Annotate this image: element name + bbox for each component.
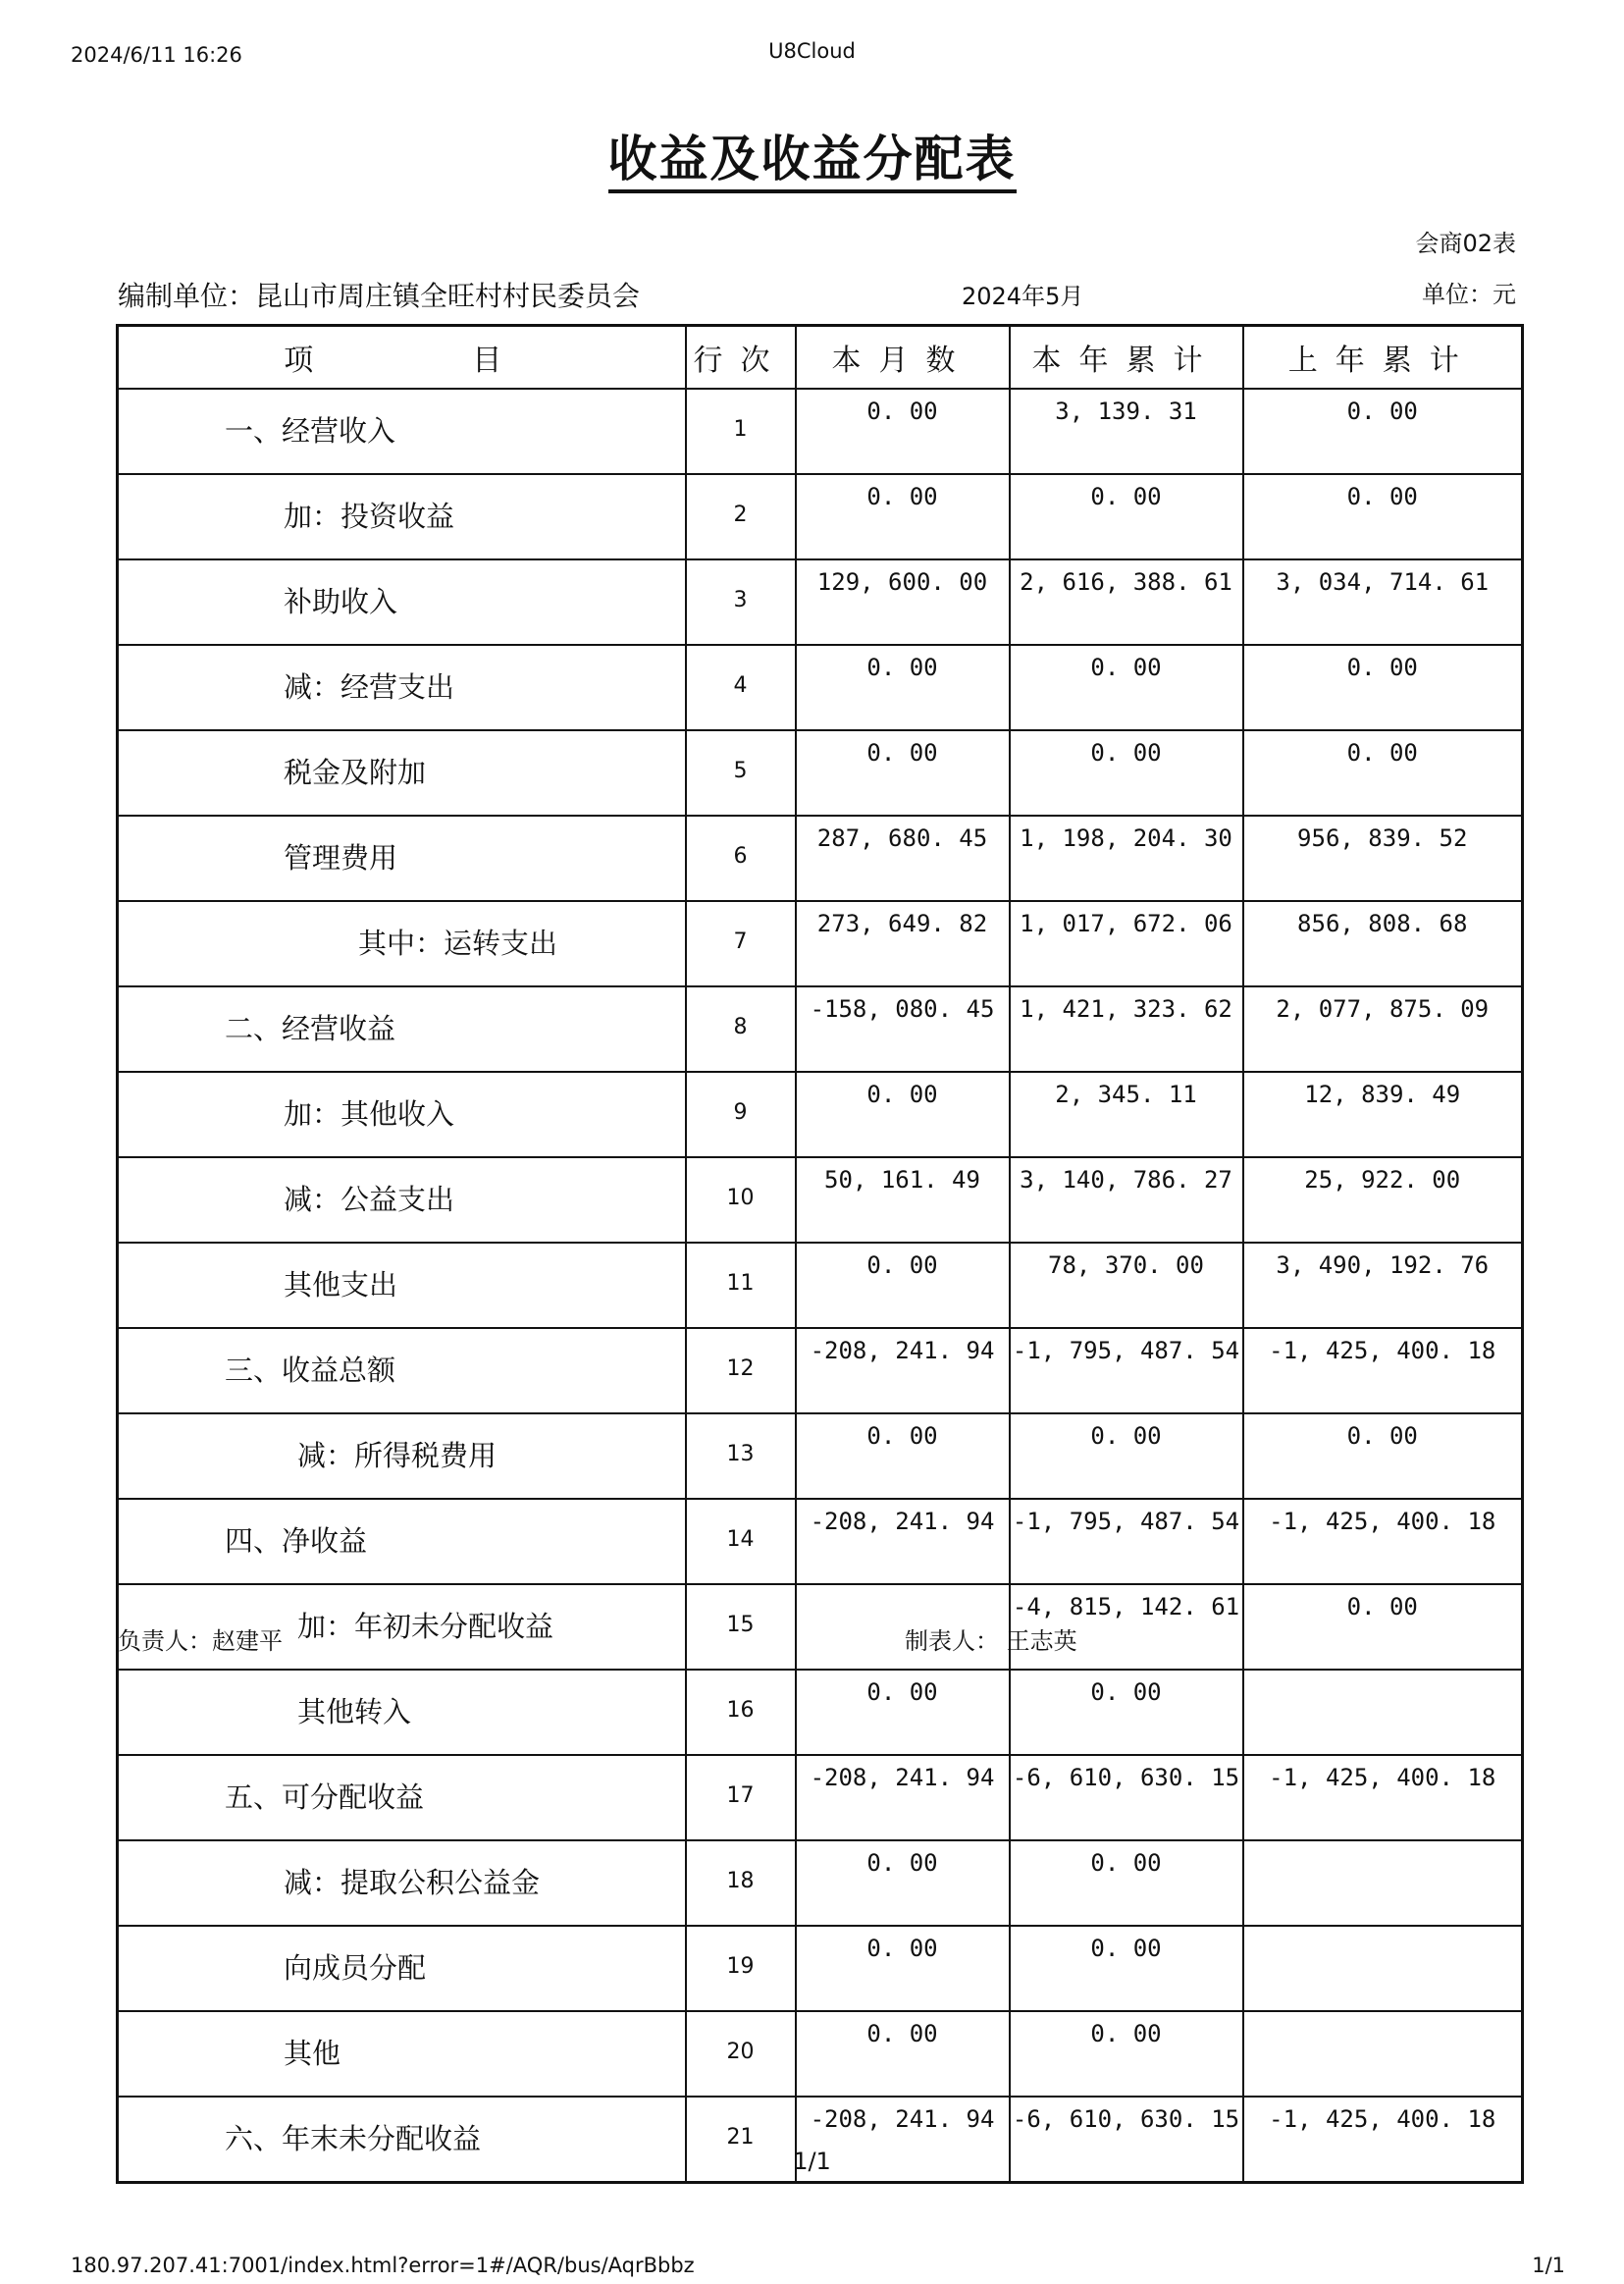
row-prior-year-amount: 0. 00 bbox=[1243, 1584, 1523, 1670]
row-ytd-amount: 1, 017, 672. 06 bbox=[1010, 901, 1243, 986]
row-item-label: 一、经营收入 bbox=[118, 389, 686, 474]
row-month-amount: 0. 00 bbox=[796, 389, 1010, 474]
row-item-label: 四、净收益 bbox=[118, 1499, 686, 1584]
row-line-number: 8 bbox=[686, 986, 796, 1072]
table-header-row bbox=[118, 326, 1523, 390]
row-month-amount: 0. 00 bbox=[796, 1072, 1010, 1157]
row-line-number: 9 bbox=[686, 1072, 796, 1157]
row-item-label: 减：提取公积公益金 bbox=[118, 1840, 686, 1926]
row-prior-year-amount: -1, 425, 400. 18 bbox=[1243, 2097, 1523, 2183]
row-month-amount: 0. 00 bbox=[796, 1840, 1010, 1926]
row-month-amount: 0. 00 bbox=[796, 1413, 1010, 1499]
row-prior-year-amount: 2, 077, 875. 09 bbox=[1243, 986, 1523, 1072]
page-count: 1/1 bbox=[1532, 2254, 1565, 2277]
row-prior-year-amount bbox=[1243, 1670, 1523, 1755]
row-prior-year-amount: -1, 425, 400. 18 bbox=[1243, 1755, 1523, 1840]
row-line-number: 5 bbox=[686, 730, 796, 816]
row-ytd-amount: 78, 370. 00 bbox=[1010, 1243, 1243, 1328]
row-line-number: 3 bbox=[686, 559, 796, 645]
row-prior-year-amount bbox=[1243, 1926, 1523, 2011]
row-prior-year-amount: 25, 922. 00 bbox=[1243, 1157, 1523, 1243]
row-month-amount: 129, 600. 00 bbox=[796, 559, 1010, 645]
row-month-amount: 0. 00 bbox=[796, 645, 1010, 730]
row-ytd-amount: 0. 00 bbox=[1010, 645, 1243, 730]
table-row bbox=[118, 645, 1523, 730]
row-line-number: 21 bbox=[686, 2097, 796, 2183]
row-line-number: 16 bbox=[686, 1670, 796, 1755]
column-header-item: 项 目 bbox=[118, 326, 686, 390]
row-month-amount: -208, 241. 94 bbox=[796, 2097, 1010, 2183]
row-ytd-amount: 0. 00 bbox=[1010, 474, 1243, 559]
table-row bbox=[118, 1670, 1523, 1755]
row-prior-year-amount: -1, 425, 400. 18 bbox=[1243, 1328, 1523, 1413]
column-header-ytd: 本年累计 bbox=[1010, 326, 1243, 390]
table-row bbox=[118, 901, 1523, 986]
row-ytd-amount: 1, 198, 204. 30 bbox=[1010, 816, 1243, 901]
row-line-number: 7 bbox=[686, 901, 796, 986]
row-month-amount: 50, 161. 49 bbox=[796, 1157, 1010, 1243]
row-line-number: 17 bbox=[686, 1755, 796, 1840]
row-item-label: 减：所得税费用 bbox=[118, 1413, 686, 1499]
row-month-amount: 0. 00 bbox=[796, 1243, 1010, 1328]
row-ytd-amount: 0. 00 bbox=[1010, 1926, 1243, 2011]
row-item-label: 税金及附加 bbox=[118, 730, 686, 816]
row-item-label: 五、可分配收益 bbox=[118, 1755, 686, 1840]
document-title bbox=[0, 120, 1624, 190]
row-month-amount: 0. 00 bbox=[796, 1926, 1010, 2011]
table-row bbox=[118, 559, 1523, 645]
row-item-label: 其他转入 bbox=[118, 1670, 686, 1755]
row-line-number: 12 bbox=[686, 1328, 796, 1413]
row-item-label: 加：其他收入 bbox=[118, 1072, 686, 1157]
app-name: U8Cloud bbox=[768, 39, 856, 63]
row-line-number: 14 bbox=[686, 1499, 796, 1584]
row-line-number: 4 bbox=[686, 645, 796, 730]
row-line-number: 6 bbox=[686, 816, 796, 901]
row-month-amount: 287, 680. 45 bbox=[796, 816, 1010, 901]
row-ytd-amount: -1, 795, 487. 54 bbox=[1010, 1499, 1243, 1584]
table-row bbox=[118, 2011, 1523, 2097]
row-line-number: 11 bbox=[686, 1243, 796, 1328]
row-month-amount: 0. 00 bbox=[796, 474, 1010, 559]
document-title-text: 收益及收益分配表 bbox=[608, 131, 1017, 193]
column-header-month: 本月数 bbox=[796, 326, 1010, 390]
table-row bbox=[118, 1499, 1523, 1584]
row-item-label: 其中：运转支出 bbox=[118, 901, 686, 986]
row-prior-year-amount: 856, 808. 68 bbox=[1243, 901, 1523, 986]
table-row bbox=[118, 1584, 1523, 1670]
preparer: 制表人： 王志英 bbox=[905, 1627, 1077, 1655]
row-ytd-amount: 0. 00 bbox=[1010, 730, 1243, 816]
row-item-label: 减：公益支出 bbox=[118, 1157, 686, 1243]
row-item-label: 加：年初未分配收益 bbox=[118, 1584, 686, 1670]
row-ytd-amount: -6, 610, 630. 15 bbox=[1010, 1755, 1243, 1840]
row-prior-year-amount: 0. 00 bbox=[1243, 389, 1523, 474]
row-month-amount: -158, 080. 45 bbox=[796, 986, 1010, 1072]
row-prior-year-amount: 3, 490, 192. 76 bbox=[1243, 1243, 1523, 1328]
page-number: 1/1 bbox=[793, 2148, 831, 2175]
row-ytd-amount: 1, 421, 323. 62 bbox=[1010, 986, 1243, 1072]
row-prior-year-amount: 12, 839. 49 bbox=[1243, 1072, 1523, 1157]
table-row bbox=[118, 1328, 1523, 1413]
row-line-number: 1 bbox=[686, 389, 796, 474]
currency-unit: 单位：元 bbox=[1422, 281, 1516, 308]
table-row bbox=[118, 730, 1523, 816]
table-row bbox=[118, 474, 1523, 559]
row-item-label: 二、经营收益 bbox=[118, 986, 686, 1072]
row-month-amount: 0. 00 bbox=[796, 1670, 1010, 1755]
row-prior-year-amount: 0. 00 bbox=[1243, 645, 1523, 730]
row-line-number: 10 bbox=[686, 1157, 796, 1243]
row-prior-year-amount: 0. 00 bbox=[1243, 730, 1523, 816]
table-body bbox=[118, 389, 1523, 2183]
row-ytd-amount: 0. 00 bbox=[1010, 2011, 1243, 2097]
table-row bbox=[118, 1157, 1523, 1243]
table-row bbox=[118, 1755, 1523, 1840]
row-ytd-amount: 3, 139. 31 bbox=[1010, 389, 1243, 474]
row-item-label: 其他支出 bbox=[118, 1243, 686, 1328]
row-item-label: 其他 bbox=[118, 2011, 686, 2097]
row-item-label: 管理费用 bbox=[118, 816, 686, 901]
row-item-label: 六、年末未分配收益 bbox=[118, 2097, 686, 2183]
row-line-number: 2 bbox=[686, 474, 796, 559]
row-prior-year-amount: -1, 425, 400. 18 bbox=[1243, 1499, 1523, 1584]
row-prior-year-amount: 3, 034, 714. 61 bbox=[1243, 559, 1523, 645]
table-row bbox=[118, 389, 1523, 474]
row-ytd-amount: -6, 610, 630. 15 bbox=[1010, 2097, 1243, 2183]
row-line-number: 15 bbox=[686, 1584, 796, 1670]
row-item-label: 减：经营支出 bbox=[118, 645, 686, 730]
row-ytd-amount: 0. 00 bbox=[1010, 1413, 1243, 1499]
row-month-amount: 0. 00 bbox=[796, 730, 1010, 816]
print-datetime: 2024/6/11 16:26 bbox=[71, 43, 242, 67]
row-item-label: 加：投资收益 bbox=[118, 474, 686, 559]
table-row bbox=[118, 1072, 1523, 1157]
row-prior-year-amount: 956, 839. 52 bbox=[1243, 816, 1523, 901]
report-period: 2024年5月 bbox=[962, 283, 1084, 310]
row-item-label: 三、收益总额 bbox=[118, 1328, 686, 1413]
row-prior-year-amount: 0. 00 bbox=[1243, 1413, 1523, 1499]
row-month-amount: 273, 649. 82 bbox=[796, 901, 1010, 986]
row-item-label: 补助收入 bbox=[118, 559, 686, 645]
row-prior-year-amount bbox=[1243, 1840, 1523, 1926]
responsible-person: 负责人：赵建平 bbox=[118, 1627, 283, 1655]
row-ytd-amount: 2, 616, 388. 61 bbox=[1010, 559, 1243, 645]
row-ytd-amount: 2, 345. 11 bbox=[1010, 1072, 1243, 1157]
row-ytd-amount: -1, 795, 487. 54 bbox=[1010, 1328, 1243, 1413]
table-row bbox=[118, 1840, 1523, 1926]
row-line-number: 13 bbox=[686, 1413, 796, 1499]
row-line-number: 19 bbox=[686, 1926, 796, 2011]
row-month-amount: -208, 241. 94 bbox=[796, 1499, 1010, 1584]
page-url: 180.97.207.41:7001/index.html?error=1#/AQR/bus/AqrBbbz bbox=[71, 2254, 695, 2277]
row-month-amount: -208, 241. 94 bbox=[796, 1328, 1010, 1413]
row-prior-year-amount bbox=[1243, 2011, 1523, 2097]
row-item-label: 向成员分配 bbox=[118, 1926, 686, 2011]
preparing-unit: 编制单位：昆山市周庄镇全旺村村民委员会 bbox=[118, 280, 641, 312]
row-line-number: 20 bbox=[686, 2011, 796, 2097]
table-row bbox=[118, 1413, 1523, 1499]
row-prior-year-amount: 0. 00 bbox=[1243, 474, 1523, 559]
table-row bbox=[118, 986, 1523, 1072]
row-ytd-amount: 3, 140, 786. 27 bbox=[1010, 1157, 1243, 1243]
form-code: 会商02表 bbox=[1415, 230, 1516, 257]
table-row bbox=[118, 816, 1523, 901]
table-row bbox=[118, 1926, 1523, 2011]
row-ytd-amount: 0. 00 bbox=[1010, 1840, 1243, 1926]
column-header-line: 行次 bbox=[686, 326, 796, 390]
table-row bbox=[118, 1243, 1523, 1328]
row-line-number: 18 bbox=[686, 1840, 796, 1926]
row-month-amount: 0. 00 bbox=[796, 2011, 1010, 2097]
column-header-prior-year: 上年累计 bbox=[1243, 326, 1523, 390]
row-ytd-amount: 0. 00 bbox=[1010, 1670, 1243, 1755]
row-ytd-amount: -4, 815, 142. 61 bbox=[1010, 1584, 1243, 1670]
income-distribution-table bbox=[116, 324, 1524, 2184]
row-month-amount: -208, 241. 94 bbox=[796, 1755, 1010, 1840]
